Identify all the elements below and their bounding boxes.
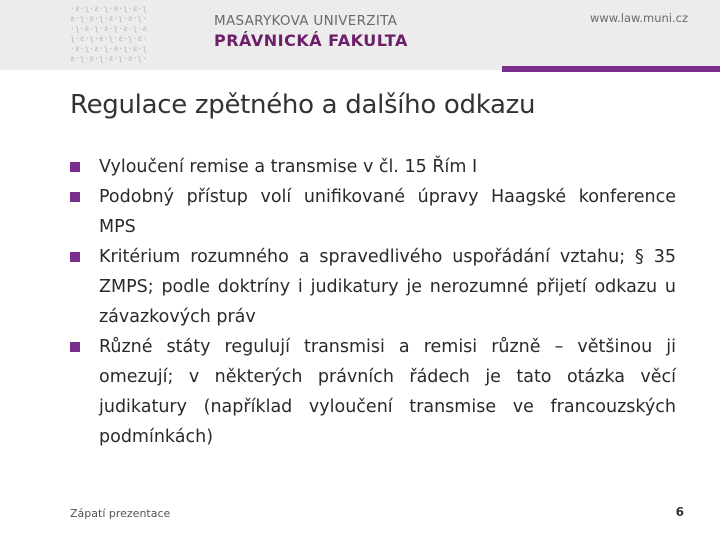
faculty-name: PRÁVNICKÁ FAKULTA [214, 31, 408, 50]
square-bullet-icon [70, 162, 80, 172]
bullet-text: Vyloučení remise a transmise v čl. 15 Řím I [99, 157, 478, 177]
svg-text:·ʅ·ƨ·ʅ·ƨ·ʅ·ƨ·ʅ·ƨ: ·ʅ·ƨ·ʅ·ƨ·ʅ·ƨ·ʅ·ƨ [70, 24, 148, 33]
website-url: www.law.muni.cz [589, 11, 688, 25]
svg-text:ƨ·ʅ·ƨ·ʅ·ƨ·ʅ·ƨ·ʅ·: ƨ·ʅ·ƨ·ʅ·ƨ·ʅ·ƨ·ʅ· [70, 14, 148, 23]
bullet-text: Podobný přístup volí unifikované úpravy Haagské konference MPS [99, 187, 676, 237]
page-number: 6 [675, 505, 684, 519]
university-logo-icon [68, 2, 184, 66]
square-bullet-icon [70, 192, 80, 202]
bullet-item [70, 242, 676, 332]
svg-text:·ƨ·ʅ·ƨ·ʅ·ƨ·ʅ·ƨ·ʅ: ·ƨ·ʅ·ƨ·ʅ·ƨ·ʅ·ƨ·ʅ [70, 44, 148, 53]
bullet-text: Kritérium rozumného a spravedlivého uspořádání vztahu; § 35 ZMPS; podle doktríny i judikatury je nerozumné přijetí odkazu u závazkových práv [99, 247, 676, 327]
header-accent-bar [502, 66, 720, 72]
bullet-item [70, 182, 676, 242]
university-name: MASARYKOVA UNIVERZITA [214, 13, 398, 29]
bullet-item [70, 152, 676, 182]
bullet-text: Různé státy regulují transmisi a remisi různě – většinou ji omezují; v některých právních řádech je tato otázka věcí judikatury (například vyloučení transmise ve francouzských podmínkách) [99, 337, 676, 447]
bullet-list [70, 152, 676, 452]
square-bullet-icon [70, 342, 80, 352]
bullet-item [70, 332, 676, 452]
slide-title: Regulace zpětného a dalšího odkazu [70, 90, 536, 120]
svg-text:·ƨ·ʅ·ƨ·ʅ·ƨ·ʅ·ƨ·ʅ: ·ƨ·ʅ·ƨ·ʅ·ƨ·ʅ·ƨ·ʅ [70, 4, 148, 13]
svg-text:ʅ·ƨ·ʅ·ƨ·ʅ·ƨ·ʅ·ƨ·: ʅ·ƨ·ʅ·ƨ·ʅ·ƨ·ʅ·ƨ· [70, 34, 148, 43]
svg-text:ƨ·ʅ·ƨ·ʅ·ƨ·ʅ·ƨ·ʅ·: ƨ·ʅ·ƨ·ʅ·ƨ·ʅ·ƨ·ʅ· [70, 54, 148, 63]
slide-header [0, 0, 720, 70]
square-bullet-icon [70, 252, 80, 262]
footer-text: Zápatí prezentace [70, 507, 171, 520]
